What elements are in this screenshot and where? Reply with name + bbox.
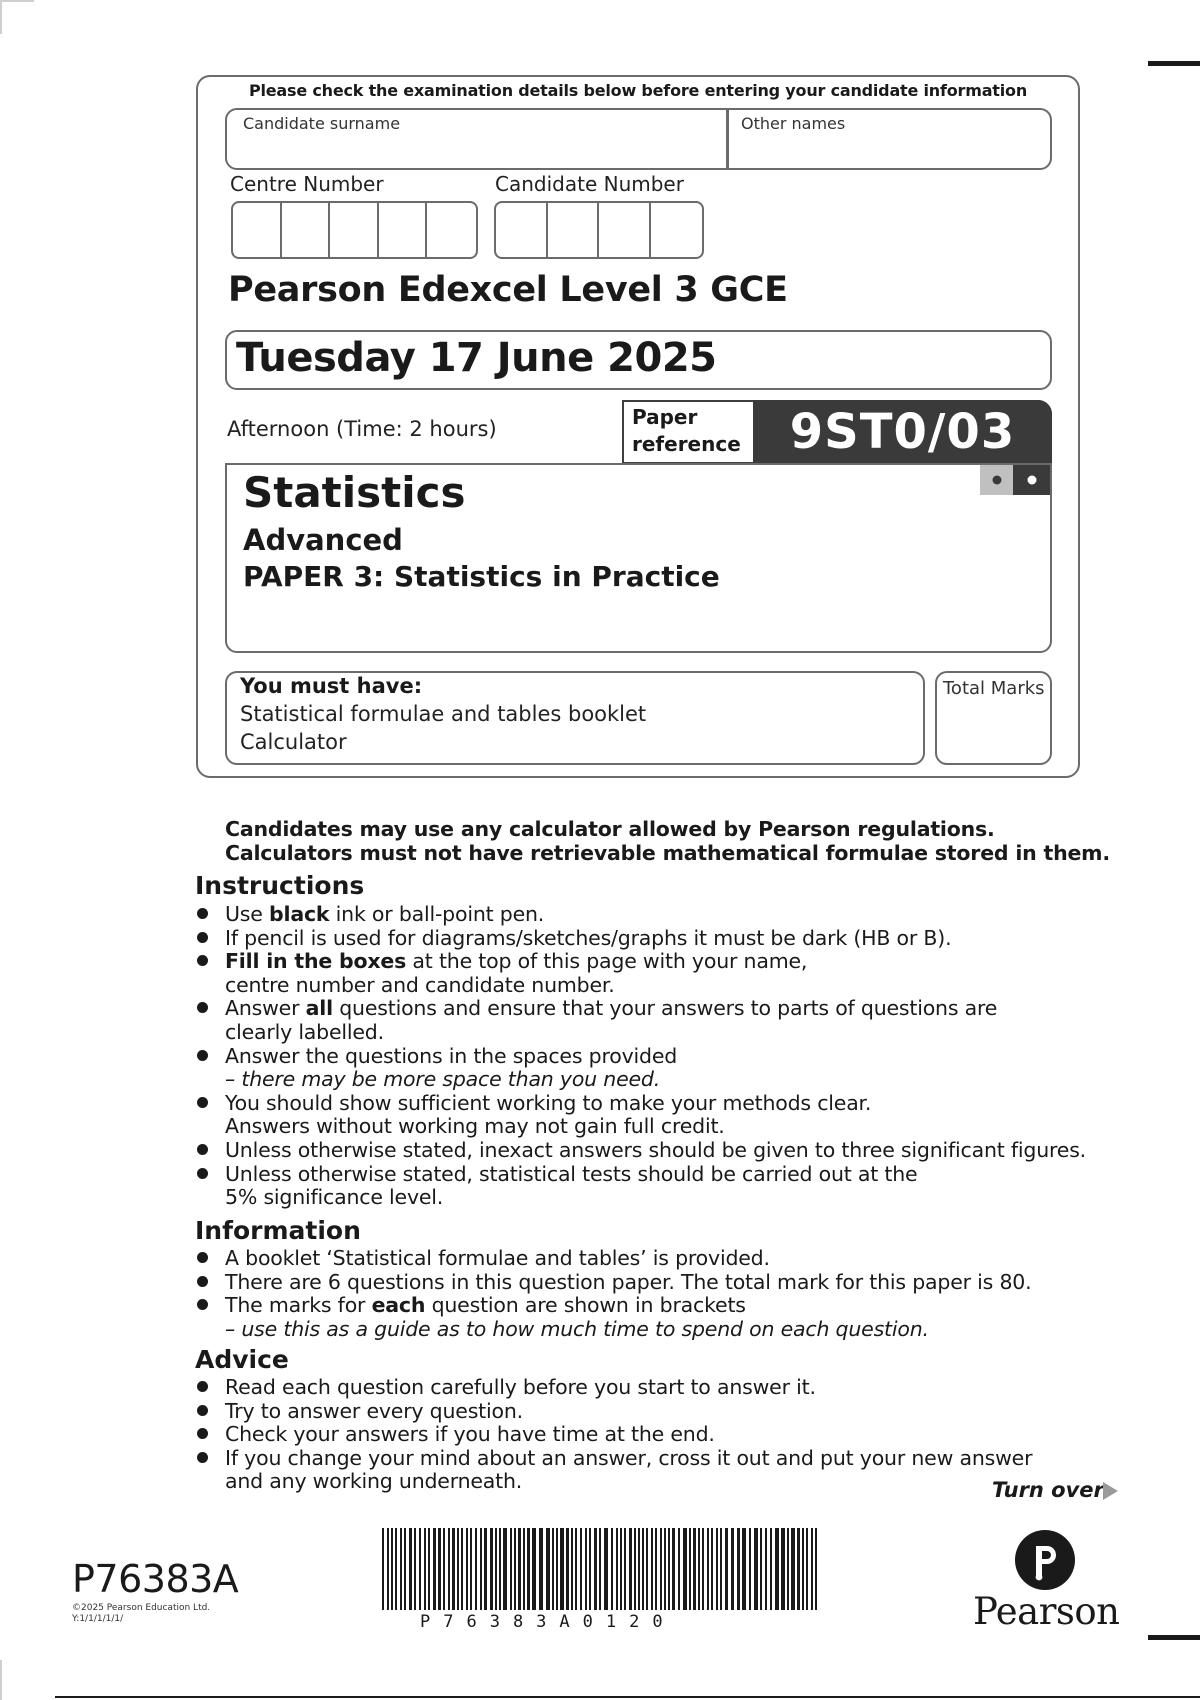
paper-code: P76383A bbox=[72, 1557, 239, 1601]
candidate-surname-label: Candidate surname bbox=[243, 114, 401, 133]
dot-marker-icon bbox=[1013, 465, 1050, 495]
list-item: Try to answer every question. bbox=[195, 1400, 1095, 1424]
list-item: There are 6 questions in this question paper. The total mark for this paper is 80. bbox=[195, 1271, 1095, 1295]
list-item: Use black ink or ball-point pen. bbox=[195, 903, 1095, 927]
information-list bbox=[195, 1247, 1095, 1341]
advice-heading: Advice bbox=[195, 1345, 289, 1374]
registration-mark bbox=[1148, 1635, 1200, 1640]
calculator-note-line1: Candidates may use any calculator allowed by Pearson regulations. bbox=[225, 817, 995, 841]
list-item: Read each question carefully before you start to answer it. bbox=[195, 1376, 1095, 1400]
instructions-list bbox=[195, 903, 1095, 1210]
requirement-item: Statistical formulae and tables booklet bbox=[240, 702, 647, 726]
digit-box[interactable] bbox=[599, 203, 651, 257]
instructions-heading: Instructions bbox=[195, 871, 365, 900]
digit-box[interactable] bbox=[427, 203, 476, 257]
paper-reference-label-line2: reference bbox=[632, 432, 741, 456]
play-arrow-icon bbox=[1103, 1482, 1118, 1500]
check-details-note: Please check the examination details below before entering your candidate information bbox=[248, 81, 1028, 100]
digit-box[interactable] bbox=[330, 203, 379, 257]
name-box-divider bbox=[726, 108, 729, 170]
list-item: The marks for each question are shown in brackets – use this as a guide as to how much time to spend on each question. bbox=[195, 1294, 1095, 1341]
barcode-text: P76383A0120 bbox=[420, 1612, 676, 1632]
corner-mark bbox=[0, 1660, 2, 1700]
list-item: You should show sufficient working to make your methods clear. Answers without working may not gain full credit. bbox=[195, 1092, 1095, 1139]
exam-session: Afternoon (Time: 2 hours) bbox=[227, 417, 497, 441]
digit-box[interactable] bbox=[379, 203, 428, 257]
list-item: A booklet ‘Statistical formulae and tables’ is provided. bbox=[195, 1247, 1095, 1271]
paper-reference-label-line1: Paper bbox=[632, 405, 698, 429]
exam-board-title: Pearson Edexcel Level 3 GCE bbox=[228, 270, 788, 310]
copyright-line: ©2025 Pearson Education Ltd. bbox=[72, 1603, 211, 1613]
exam-date: Tuesday 17 June 2025 bbox=[236, 335, 717, 381]
paper-reference-label bbox=[632, 404, 741, 458]
requirements-heading: You must have: bbox=[240, 674, 423, 698]
information-heading: Information bbox=[195, 1216, 361, 1245]
list-item: Fill in the boxes at the top of this page with your name, centre number and candidate number. bbox=[195, 950, 1095, 997]
centre-number-label: Centre Number bbox=[230, 172, 384, 196]
corner-mark bbox=[0, 0, 34, 2]
registration-mark bbox=[1148, 61, 1200, 66]
dot-marker-icon bbox=[980, 465, 1013, 495]
digit-box[interactable] bbox=[548, 203, 600, 257]
pearson-logo-icon bbox=[1014, 1529, 1076, 1591]
other-names-label: Other names bbox=[741, 114, 846, 133]
calculator-note-line2: Calculators must not have retrievable mathematical formulae stored in them. bbox=[225, 841, 1110, 865]
corner-mark bbox=[0, 0, 2, 34]
paper-reference-code: 9ST0/03 bbox=[789, 404, 1016, 460]
digit-box[interactable] bbox=[651, 203, 702, 257]
barcode bbox=[382, 1528, 818, 1618]
total-marks-label: Total Marks bbox=[943, 678, 1045, 699]
paper-title: PAPER 3: Statistics in Practice bbox=[243, 560, 720, 593]
list-item: If you change your mind about an answer, cross it out and put your new answer and any working underneath. bbox=[195, 1447, 1095, 1494]
digit-box[interactable] bbox=[496, 203, 548, 257]
list-item: Unless otherwise stated, inexact answers should be given to three significant figures. bbox=[195, 1139, 1095, 1163]
list-item: Check your answers if you have time at the end. bbox=[195, 1423, 1095, 1447]
advice-list bbox=[195, 1376, 1095, 1494]
version-line: Y:1/1/1/1/1/ bbox=[72, 1614, 124, 1624]
turn-over-label: Turn over bbox=[992, 1478, 1104, 1502]
list-item: Unless otherwise stated, statistical tests should be carried out at the 5% significance level. bbox=[195, 1163, 1095, 1210]
digit-box[interactable] bbox=[233, 203, 282, 257]
subject-title: Statistics bbox=[243, 468, 466, 517]
list-item: If pencil is used for diagrams/sketches/graphs it must be dark (HB or B). bbox=[195, 927, 1095, 951]
pearson-wordmark: Pearson bbox=[973, 1590, 1120, 1633]
centre-number-field[interactable] bbox=[231, 201, 478, 259]
copyright-note bbox=[72, 1603, 210, 1625]
requirement-item: Calculator bbox=[240, 730, 347, 754]
candidate-number-field[interactable] bbox=[494, 201, 704, 259]
page-bottom-rule bbox=[55, 1696, 1200, 1698]
digit-box[interactable] bbox=[282, 203, 331, 257]
list-item: Answer the questions in the spaces provided – there may be more space than you need. bbox=[195, 1045, 1095, 1092]
candidate-number-label: Candidate Number bbox=[495, 172, 684, 196]
subject-level: Advanced bbox=[243, 523, 403, 557]
list-item: Answer all questions and ensure that your answers to parts of questions are clearly labelled. bbox=[195, 997, 1095, 1044]
